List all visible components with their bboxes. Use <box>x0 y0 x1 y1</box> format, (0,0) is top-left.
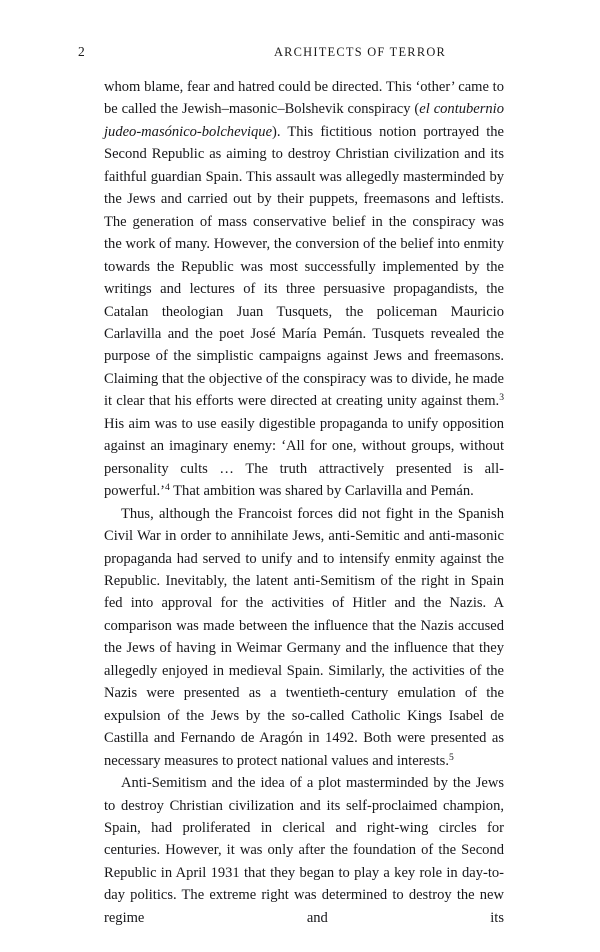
text-run: Anti-Semitism and the idea of a plot masterminded by the Jews to destroy Christian civilization and its self-proclaimed champion, Spain, had proliferated in clerical and right-wing circles for centuries. However, it was only after the foundation of the Second Republic in April 1931 that they began to play a key role in day-to-day politics. The extreme right was determined to destroy the new regime and its <box>104 775 504 926</box>
text-run: His aim was to use easily digestible propaganda to unify opposition against an imaginary enemy: ‘All for one, without groups, without personality cults … The truth attractively presented is all-powerful.’ <box>104 415 504 500</box>
body-text-block <box>104 76 504 952</box>
running-head <box>78 45 522 65</box>
text-run: ). This fictitious notion portrayed the Second Republic as aiming to destroy Christian civilization and its faithful guardian Spain. This assault was allegedly masterminded by the Jews and carried out by their puppets, freemasons and leftists. The generation of mass conservative belief in the conspiracy was the work of many. However, the conversion of the belief into enmity towards the Republic was most successfully implemented by the writings and lectures of its three persuasive propagandists, the Catalan theologian Juan Tusquets, the policeman Mauricio Carlavilla and the poet José María Pemán. Tusquets revealed the purpose of the simplistic campaigns against Jews and freemasons. Claiming that the objective of the conspiracy was to divide, he made it clear that his efforts were directed at creating unity against them. <box>104 123 504 410</box>
footnote-marker[interactable]: 5 <box>448 751 454 763</box>
page-number: 2 <box>78 44 85 59</box>
text-run: Thus, although the Francoist forces did not fight in the Spanish Civil War in order to annihilate Jews, anti-Semitic and anti-masonic propaganda had served to unify and to intensify enmity against the Republic. Inevitably, the latent anti-Semitism of the right in Spain fed into approval for the activities of Hitler and the Nazis. A comparison was made between the influence that the Nazis accused the Jews of having in Weimar Germany and the influence that they allegedly enjoyed in medieval Spain. Similarly, the activities of the Nazis were presented as a twentieth-century emulation of the expulsion of the Jews by the so-called Catholic Kings Isabel de Castilla and Fernando de Aragón in 1492. Both were presented as necessary measures to protect national values and interests. <box>104 505 504 769</box>
italic-phrase: el contubernio judeo-masónico-bolchevique <box>104 101 504 140</box>
text-run: That ambition was shared by Carlavilla and Pemán. <box>169 483 474 500</box>
footnote-marker[interactable]: 3 <box>499 392 504 404</box>
paragraph <box>104 503 504 772</box>
footnote-marker[interactable]: 4 <box>165 482 170 494</box>
running-head-title: ARCHITECTS OF TERROR <box>273 45 447 59</box>
paragraph <box>104 76 504 503</box>
paragraph <box>104 772 504 952</box>
text-run: whom blame, fear and hatred could be directed. This ‘other’ came to be called the Jewish–masonic–Bolshevik conspiracy ( <box>104 79 504 118</box>
